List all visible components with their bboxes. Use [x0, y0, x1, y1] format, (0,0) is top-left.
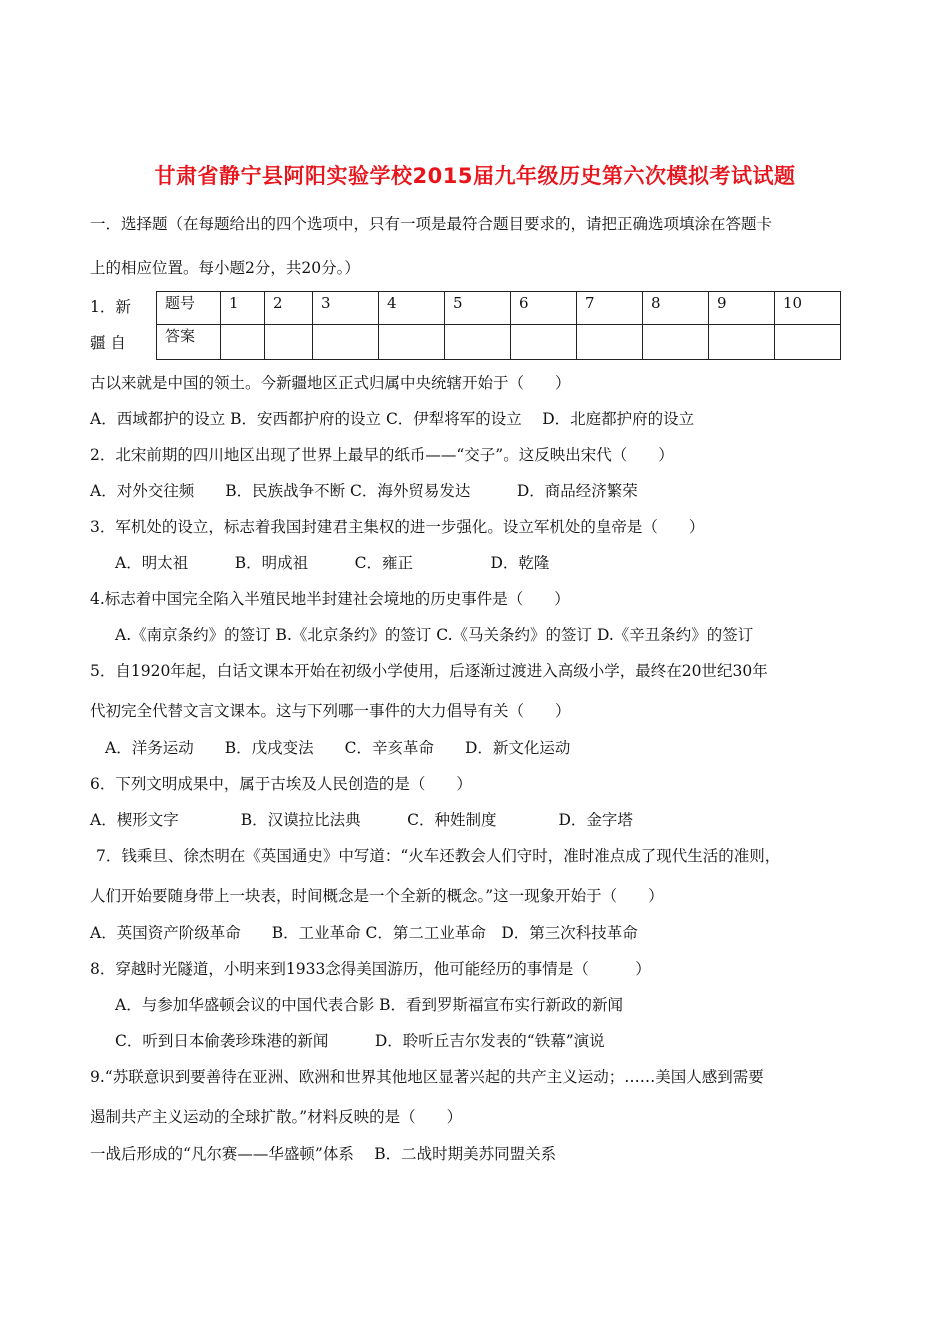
- q9-options: 一战后形成的“凡尔赛——华盛顿”体系 B．二战时期美苏同盟关系: [90, 1145, 557, 1163]
- instructions-line1: 一．选择题（在每题给出的四个选项中，只有一项是最符合题目要求的，请把正确选项填涂在答题卡: [90, 215, 773, 233]
- answer-table-number: 8: [643, 292, 709, 325]
- answer-table-number: 6: [511, 292, 577, 325]
- answer-table-label: 题号: [157, 292, 221, 325]
- q4-options: A.《南京条约》的签订 B.《北京条约》的签订 C.《马关条约》的签订 D.《辛丑条约》的签订: [115, 626, 754, 644]
- q1-prefix-a: 1．新: [90, 298, 131, 316]
- answer-table: [156, 291, 841, 360]
- answer-table-number: 9: [709, 292, 775, 325]
- q5-options: A．洋务运动 B．戊戌变法 C．辛亥革命 D．新文化运动: [105, 739, 571, 757]
- answer-cell[interactable]: [643, 325, 709, 360]
- q5-stem-line2: 代初完全代替文言文课本。这与下列哪一事件的大力倡导有关（ ）: [90, 702, 571, 720]
- q8-options-line1: A．与参加华盛顿会议的中国代表合影 B．看到罗斯福宣布实行新政的新闻: [115, 996, 624, 1014]
- instructions-line2: 上的相应位置。每小题2分，共20分。）: [90, 259, 360, 277]
- q9-stem-line2: 遏制共产主义运动的全球扩散。”材料反映的是（ ）: [90, 1108, 463, 1126]
- q1-options: A．西域都护的设立 B．安西都护府的设立 C．伊犁将军的设立 D．北庭都护府的设立: [90, 410, 695, 428]
- q2-options: A．对外交往频 B．民族战争不断 C．海外贸易发达 D．商品经济繁荣: [90, 482, 638, 500]
- answer-cell[interactable]: [511, 325, 577, 360]
- q7-options: A．英国资产阶级革命 B．工业革命 C．第二工业革命 D．第三次科技革命: [90, 924, 638, 942]
- answer-table-number: 4: [379, 292, 445, 325]
- q1-stem: 古以来就是中国的领土。今新疆地区正式归属中央统辖开始于（ ）: [90, 374, 571, 392]
- answer-table-number-row: [157, 292, 841, 325]
- q2-stem: 2．北宋前期的四川地区出现了世界上最早的纸币——“交子”。这反映出宋代（ ）: [90, 446, 674, 464]
- q4-stem: 4.标志着中国完全陷入半殖民地半封建社会境地的历史事件是（ ）: [90, 590, 570, 608]
- q3-stem: 3．军机处的设立，标志着我国封建君主集权的进一步强化。设立军机处的皇帝是（ ）: [90, 518, 705, 536]
- answer-cell[interactable]: [265, 325, 313, 360]
- answer-table-number: 7: [577, 292, 643, 325]
- q7-stem-line1: 7．钱乘旦、徐杰明在《英国通史》中写道：“火车还教会人们守时，准时准点成了现代生活的准则，: [96, 847, 781, 865]
- answer-cell[interactable]: [577, 325, 643, 360]
- q3-options: A．明太祖 B．明成祖 C．雍正 D．乾隆: [115, 554, 550, 572]
- page-title: 甘肃省静宁县阿阳实验学校2015届九年级历史第六次模拟考试试题: [154, 164, 796, 188]
- answer-cell[interactable]: [379, 325, 445, 360]
- q8-stem: 8．穿越时光隧道，小明来到1933念得美国游历，他可能经历的事情是（ ）: [90, 960, 651, 978]
- answer-cell[interactable]: [221, 325, 265, 360]
- q1-prefix-b: 疆 自: [90, 334, 126, 352]
- answer-table-number: 5: [445, 292, 511, 325]
- answer-cell[interactable]: [709, 325, 775, 360]
- q9-stem-line1: 9.“苏联意识到要善待在亚洲、欧洲和世界其他地区显著兴起的共产主义运动；……美国人感到需要: [90, 1068, 764, 1086]
- answer-table-number: 3: [313, 292, 379, 325]
- answer-table-label: 答案: [157, 325, 221, 360]
- q8-options-line2: C．听到日本偷袭珍珠港的新闻 D．聆听丘吉尔发表的“铁幕”演说: [115, 1032, 605, 1050]
- answer-table-number: 1: [221, 292, 265, 325]
- answer-cell[interactable]: [775, 325, 841, 360]
- answer-cell[interactable]: [445, 325, 511, 360]
- q6-stem: 6．下列文明成果中，属于古埃及人民创造的是（ ）: [90, 775, 472, 793]
- answer-table-number: 10: [775, 292, 841, 325]
- answer-cell[interactable]: [313, 325, 379, 360]
- answer-table-number: 2: [265, 292, 313, 325]
- answer-table-answer-row: [157, 325, 841, 360]
- q7-stem-line2: 人们开始要随身带上一块表，时间概念是一个全新的概念。”这一现象开始于（ ）: [90, 887, 664, 905]
- q6-options: A．楔形文字 B．汉谟拉比法典 C．种姓制度 D．金字塔: [90, 811, 633, 829]
- q5-stem-line1: 5．自1920年起，白话文课本开始在初级小学使用，后逐渐过渡进入高级小学，最终在20世纪30年: [90, 662, 768, 680]
